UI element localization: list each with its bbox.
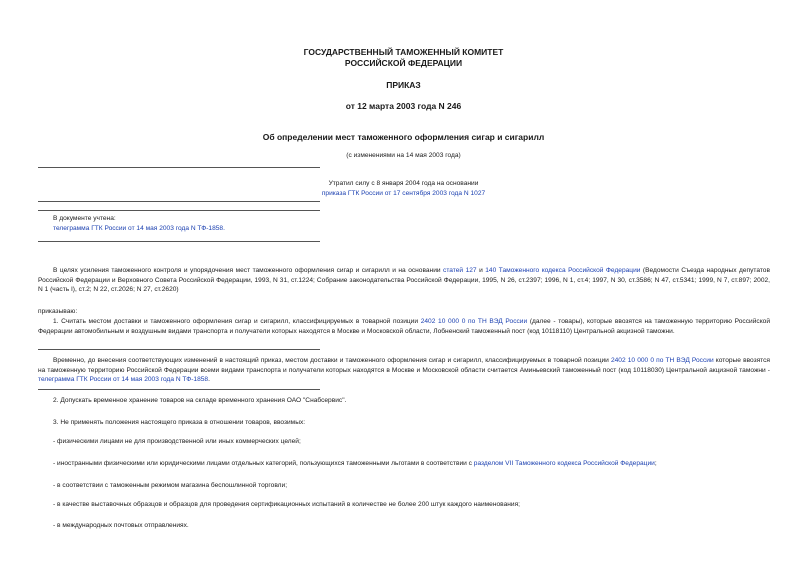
article-127-link[interactable]: статей 127 [443, 267, 477, 274]
tn-ved-link[interactable]: 2402 10 000 0 по ТН ВЭД России [610, 357, 714, 364]
divider [38, 389, 320, 390]
list-item: - иностранными физическими или юридическими лицами отдельных категорий, пользующихся таможенными льготами в соответствии с разделом VII Таможенного кодекса Российской Федерации; [53, 460, 657, 467]
changes-note: (с изменениями на 14 мая 2003 года) [346, 152, 461, 159]
tn-ved-link[interactable]: 2402 10 000 0 по ТН ВЭД России [420, 318, 528, 325]
interim-paragraph: Временно, до внесения соответствующих изменений в настоящий приказ, местом доставки и таможенного оформления сигар и сигарилл, классифицируемых в товарной позиции 2402 10 000 0 по ТН ВЭД России которые ввозятся на таможенную территорию Российской Федерации всеми видами транспорта и получатели которых находятся в Москве и Московской области считается Аминьевский таможенный пост (код 10118030) Центральной акцизной таможни - телеграмма ГТК России от 14 мая 2003 года N ТФ-1858. [38, 357, 771, 383]
telegram-link[interactable]: телеграмма ГТК России от 14 мая 2003 года N ТФ-1858 [38, 376, 209, 383]
status-text: Утратил силу с 8 января 2004 года на основании [328, 180, 479, 187]
header-line1: ГОСУДАРСТВЕННЫЙ ТАМОЖЕННЫЙ КОМИТЕТ [303, 47, 504, 57]
accounted-label: В документе учтена: [53, 215, 116, 222]
divider [38, 349, 320, 350]
preamble-paragraph: В целях усиления таможенного контроля и упорядочения мест таможенного оформления сигар и сигарилл и на основании статей 127 и 140 Таможенного кодекса Российской Федерации (Ведомости Съезда народных депутатов Российской Федерации и Верховного Совета Российской Федерации, 1993, N 31, ст.1224; Собрание законодательства Российской Федерации, 1995, N 26, ст.2397; 1996, N 1, ст.4; 1997, N 30, ст.3586; N 47, ст.5341; 1999, N 7, ст.897; 2002, N 1 (часть I), ст.2; N 22, ст.2026; N 27, ст.2620) [38, 267, 770, 293]
doc-title: Об определении мест таможенного оформления сигар и сигарилл [262, 132, 545, 142]
item1-paragraph: 1. Считать местом доставки и таможенного оформления сигар и сигарилл, классифицируемых в товарной позиции 2402 10 000 0 по ТН ВЭД России (далее - товары), которые ввозятся на таможенную территорию Российской Федерации автомобильным и воздушным видами транспорта и получатели которых находятся в Москве и Московской области, Лобненский таможенный пост (код 10118110) Центральной акцизной таможни. [38, 318, 770, 335]
doc-type: ПРИКАЗ [386, 80, 421, 90]
article-140-link[interactable]: 140 Таможенного кодекса Российской Федерации [485, 267, 641, 274]
telegram-link[interactable]: телеграмма ГТК России от 14 мая 2003 года N ТФ-1858. [53, 225, 225, 232]
divider [38, 201, 320, 202]
repeal-order-link[interactable]: приказа ГТК России от 17 сентября 2003 года N 1027 [321, 190, 486, 197]
divider [38, 167, 320, 168]
list-item: - физическими лицами не для производственной или иных коммерческих целей; [53, 438, 301, 445]
divider [38, 210, 320, 211]
header-line2: РОССИЙСКОЙ ФЕДЕРАЦИИ [344, 58, 463, 68]
customs-code-section-link[interactable]: разделом VII Таможенного кодекса Российской Федерации [473, 460, 655, 467]
doc-date-number: от 12 марта 2003 года N 246 [345, 101, 462, 111]
item2-paragraph: 2. Допускать временное хранение товаров на складе временного хранения ОАО "Снабсервис". [53, 397, 347, 404]
item3-paragraph: 3. Не применять положения настоящего приказа в отношении товаров, ввозимых: [53, 419, 306, 426]
order-word: приказываю: [38, 308, 78, 315]
divider [38, 241, 320, 242]
list-item: - в соответствии с таможенным режимом магазина беспошлинной торговли; [53, 482, 288, 489]
list-item: - в качестве выставочных образцов и образцов для проведения сертификационных испытаний в количестве не более 200 штук каждого наименования; [53, 501, 520, 508]
list-item: - в международных почтовых отправлениях. [53, 522, 189, 529]
